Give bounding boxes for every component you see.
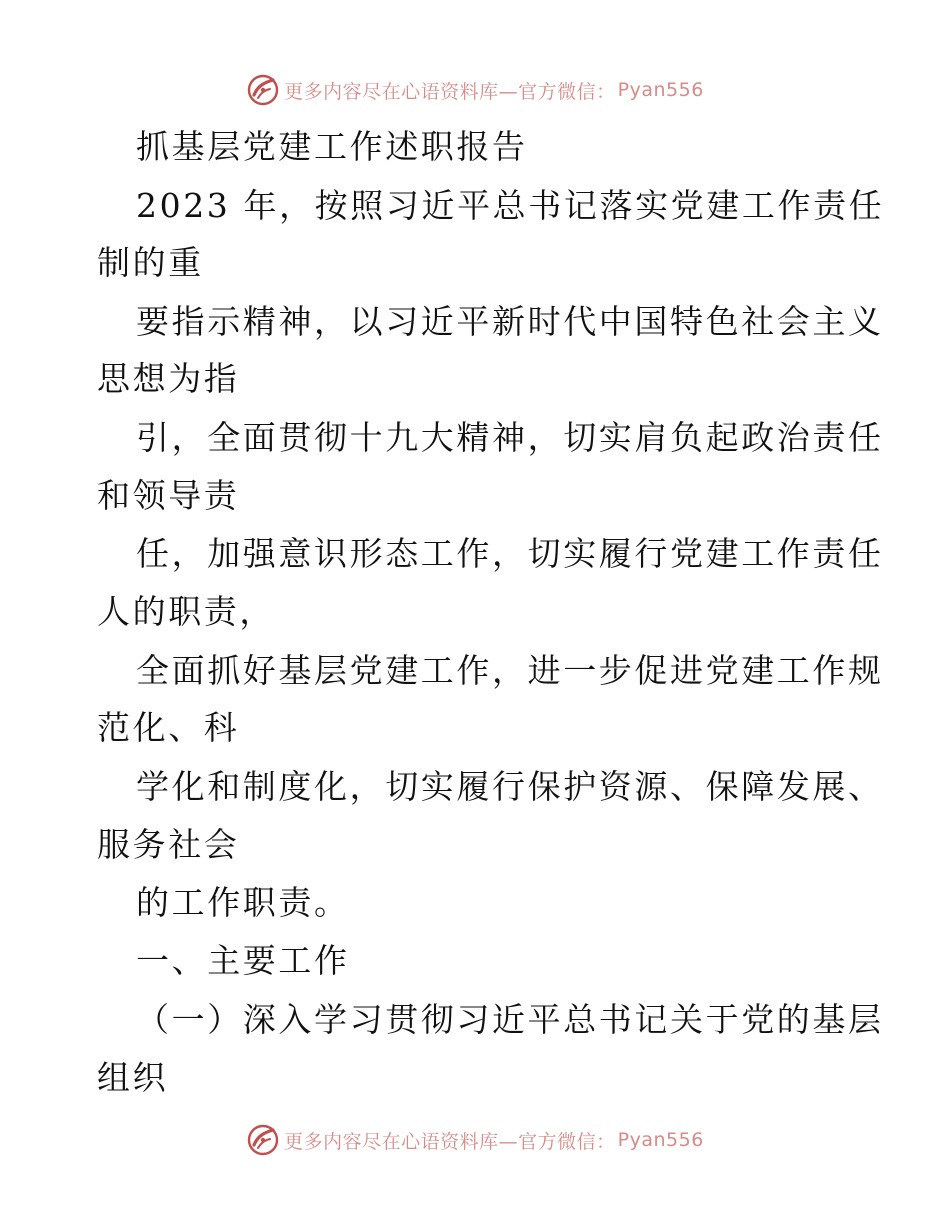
watermark-wechat-id: Pyan556 <box>617 79 704 101</box>
paragraph-line: 范化、科 <box>97 708 240 747</box>
watermark-wechat-id: Pyan556 <box>617 1129 704 1151</box>
subsection-heading: （一）深入学习贯彻习近平总书记关于党的基层 <box>136 1000 884 1039</box>
paragraph-line: 学化和制度化，切实履行保护资源、保障发展、 <box>136 767 884 806</box>
paragraph-line: 组织 <box>97 1058 169 1097</box>
paragraph-line: 全面抓好基层党建工作，进一步促进党建工作规 <box>136 651 884 690</box>
brush-seal-icon <box>246 73 280 107</box>
paragraph-line: 制的重 <box>97 243 204 282</box>
paragraph-line: 人的职责， <box>97 592 275 631</box>
document-title: 抓基层党建工作述职报告 <box>136 127 528 166</box>
paragraph-line: 2023 年，按照习近平总书记落实党建工作责任 <box>136 186 885 225</box>
watermark-text: 更多内容尽在心语资料库—官方微信： <box>284 80 616 103</box>
paragraph-line: 任，加强意识形态工作，切实履行党建工作责任 <box>136 534 884 573</box>
paragraph-line: 思想为指 <box>97 359 240 398</box>
header-watermark <box>0 70 950 110</box>
brush-seal-icon <box>246 1123 280 1157</box>
paragraph-line: 引，全面贯彻十九大精神，切实肩负起政治责任 <box>136 418 884 457</box>
section-heading: 一、主要工作 <box>136 941 350 980</box>
paragraph-line: 和领导责 <box>97 476 240 515</box>
paragraph-line: 服务社会 <box>97 825 240 864</box>
watermark-text: 更多内容尽在心语资料库—官方微信： <box>284 1130 616 1153</box>
footer-watermark <box>0 1120 950 1160</box>
paragraph-line: 要指示精神，以习近平新时代中国特色社会主义 <box>136 302 884 341</box>
paragraph-line: 的工作职责。 <box>136 883 350 922</box>
